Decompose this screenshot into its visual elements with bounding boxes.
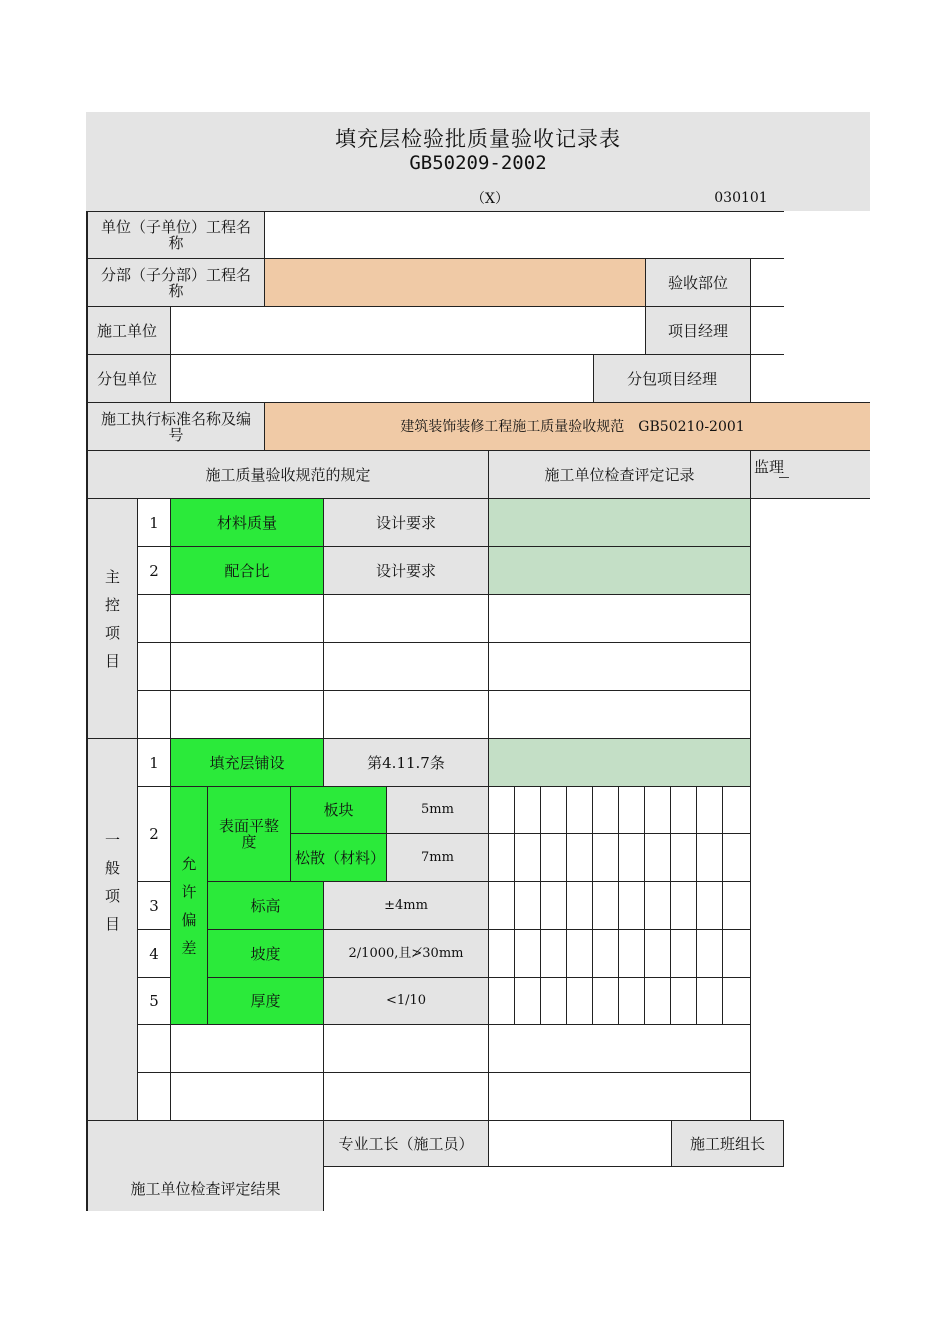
- measure-cell[interactable]: [566, 786, 593, 834]
- project-manager-field[interactable]: [750, 306, 784, 355]
- general-row-4-value: 2/1000,且≯30mm: [323, 929, 489, 978]
- general-row-4-no: 4: [137, 929, 171, 978]
- general-row-3-item: 标高: [207, 881, 324, 930]
- measure-cell[interactable]: [514, 977, 541, 1025]
- standard-code: GB50209-2002: [409, 152, 547, 174]
- measure-cell[interactable]: [618, 881, 645, 930]
- general-row-5-value: <1/10: [323, 977, 489, 1025]
- general-row-2-sub2: [290, 833, 387, 882]
- general-row-4-item: 坡度: [207, 929, 324, 978]
- measure-cell[interactable]: [592, 977, 619, 1025]
- measurement-grid: [488, 786, 751, 1025]
- main-row-4-no[interactable]: [137, 642, 171, 691]
- result-label: 施工单位检查评定结果: [130, 1179, 281, 1198]
- measure-cell[interactable]: [514, 786, 541, 834]
- subcontract-unit-field[interactable]: [170, 354, 594, 403]
- measure-cell[interactable]: [696, 881, 723, 930]
- main-row-1-requirement: 设计要求: [323, 498, 489, 547]
- measure-cell[interactable]: [644, 786, 671, 834]
- measure-cell[interactable]: [540, 786, 567, 834]
- main-row-1-record[interactable]: [488, 498, 751, 547]
- general-row-2-sub1: 板块: [290, 786, 387, 834]
- main-row-3-record[interactable]: [488, 594, 751, 643]
- measure-cell[interactable]: [722, 977, 751, 1025]
- general-row-2-sub2-text: 松散（材料）: [295, 848, 386, 867]
- general-row-2-val1: 5mm: [386, 786, 489, 834]
- general-row-2-val2: 7mm: [386, 833, 489, 882]
- measure-cell[interactable]: [696, 977, 723, 1025]
- main-row-4-requirement[interactable]: [323, 642, 489, 691]
- subcontract-manager-field[interactable]: [750, 354, 784, 403]
- general-row-5-no: 5: [137, 977, 171, 1025]
- allow-char-3: 偏: [181, 910, 197, 929]
- standard-label-text: 施工执行标准名称及编号: [100, 409, 251, 444]
- unit-project-label-text: 单位（子单位）工程名称: [100, 218, 251, 252]
- allow-char-2: 许: [181, 882, 197, 901]
- standard-value: [264, 402, 870, 451]
- measure-cell[interactable]: [514, 929, 541, 978]
- measure-cell[interactable]: [540, 833, 567, 882]
- foreman-field[interactable]: [488, 1120, 672, 1167]
- measure-cell[interactable]: [618, 786, 645, 834]
- general-row-3-value: ±4mm: [323, 881, 489, 930]
- standard-label: [87, 402, 265, 451]
- measure-cell[interactable]: [488, 929, 515, 978]
- general-group-char-2: 般: [104, 858, 120, 877]
- main-row-3-item[interactable]: [170, 594, 324, 643]
- general-row-1-item: 填充层铺设: [170, 738, 324, 787]
- measure-cell[interactable]: [696, 833, 723, 882]
- measure-cell[interactable]: [488, 977, 515, 1025]
- measure-cell[interactable]: [540, 881, 567, 930]
- unit-project-field[interactable]: [264, 211, 784, 259]
- general-row-7-no[interactable]: [137, 1072, 171, 1121]
- measure-cell[interactable]: [592, 929, 619, 978]
- general-row-7-item[interactable]: [170, 1072, 324, 1121]
- measure-cell[interactable]: [592, 881, 619, 930]
- main-group-char-2: 控: [104, 595, 120, 614]
- main-row-5-requirement[interactable]: [323, 690, 489, 739]
- acceptance-part-label: 验收部位: [645, 258, 751, 307]
- general-row-1-requirement: 第4.11.7条: [323, 738, 489, 787]
- page-title: 填充层检验批质量验收记录表: [335, 127, 621, 151]
- main-group-char-3: 项: [104, 623, 120, 642]
- measure-cell[interactable]: [488, 833, 515, 882]
- general-row-6-record[interactable]: [488, 1024, 751, 1073]
- main-row-4-item[interactable]: [170, 642, 324, 691]
- measure-cell[interactable]: [722, 881, 751, 930]
- measure-cell[interactable]: [540, 977, 567, 1025]
- general-row-2-item: [207, 786, 291, 882]
- general-items-group-label: [87, 738, 138, 1025]
- measure-cell[interactable]: [488, 786, 515, 834]
- main-row-2-item: 配合比: [170, 546, 324, 595]
- measure-cell[interactable]: [592, 833, 619, 882]
- general-items-group-extension: [87, 1024, 138, 1121]
- general-row-6-no[interactable]: [137, 1024, 171, 1073]
- measure-cell[interactable]: [670, 881, 697, 930]
- main-row-2-record[interactable]: [488, 546, 751, 595]
- main-row-5-record[interactable]: [488, 690, 751, 739]
- main-row-1-no: 1: [137, 498, 171, 547]
- general-group-char-1: 一: [104, 830, 120, 849]
- general-row-5-item: 厚度: [207, 977, 324, 1025]
- measure-cell[interactable]: [670, 786, 697, 834]
- main-row-3-no[interactable]: [137, 594, 171, 643]
- allowable-deviation-label: [170, 786, 208, 1025]
- standard-value-text: 建筑装饰装修工程施工质量验收规范 GB50210-2001: [400, 418, 745, 435]
- measure-cell[interactable]: [644, 881, 671, 930]
- supervisor-header-text: 监理: [754, 458, 785, 476]
- measure-cell[interactable]: [670, 833, 697, 882]
- measure-cell[interactable]: [670, 929, 697, 978]
- main-row-3-requirement[interactable]: [323, 594, 489, 643]
- main-group-char-4: 目: [104, 651, 120, 670]
- general-group-char-3: 项: [104, 886, 120, 905]
- measure-cell[interactable]: [696, 786, 723, 834]
- project-manager-label: 项目经理: [645, 306, 751, 355]
- supervisor-header-fragment: [779, 477, 789, 482]
- form-number: 030101: [714, 190, 768, 206]
- general-row-2-no: 2: [137, 786, 171, 882]
- general-row-2-item-text: 表面平整度: [218, 817, 279, 851]
- measure-cell[interactable]: [644, 929, 671, 978]
- general-row-7-record[interactable]: [488, 1072, 751, 1121]
- general-row-1-no: 1: [137, 738, 171, 787]
- general-row-3-no: 3: [137, 881, 171, 930]
- measure-cell[interactable]: [592, 786, 619, 834]
- result-field[interactable]: [323, 1166, 784, 1211]
- measure-cell[interactable]: [618, 833, 645, 882]
- measure-cell[interactable]: [618, 977, 645, 1025]
- construction-unit-label: 施工单位: [87, 306, 171, 355]
- measure-cell[interactable]: [670, 977, 697, 1025]
- measure-cell[interactable]: [644, 977, 671, 1025]
- measure-cell[interactable]: [540, 929, 567, 978]
- acceptance-part-field[interactable]: [750, 258, 784, 307]
- subcontract-unit-label: 分包单位: [87, 354, 171, 403]
- general-row-6-requirement[interactable]: [323, 1024, 489, 1073]
- measure-cell[interactable]: [618, 929, 645, 978]
- sheet-mark: （X）: [471, 191, 509, 207]
- sub-project-field[interactable]: [264, 258, 646, 307]
- main-items-group-label: [87, 498, 138, 739]
- general-row-6-item[interactable]: [170, 1024, 324, 1073]
- unit-project-label: [87, 211, 265, 259]
- allow-char-1: 允: [181, 854, 197, 873]
- construction-unit-field[interactable]: [170, 306, 646, 355]
- general-group-char-4: 目: [104, 914, 120, 933]
- main-row-5-item[interactable]: [170, 690, 324, 739]
- main-row-1-item: 材料质量: [170, 498, 324, 547]
- foreman-label: 专业工长（施工员）: [323, 1120, 489, 1167]
- measure-cell[interactable]: [514, 833, 541, 882]
- measure-cell[interactable]: [488, 881, 515, 930]
- measure-cell[interactable]: [644, 833, 671, 882]
- measure-cell[interactable]: [566, 881, 593, 930]
- measure-cell[interactable]: [722, 929, 751, 978]
- sub-project-label: [87, 258, 265, 307]
- record-header: 施工单位检查评定记录: [488, 450, 751, 499]
- measure-cell[interactable]: [514, 881, 541, 930]
- main-group-char-1: 主: [104, 567, 120, 586]
- main-row-2-requirement: 设计要求: [323, 546, 489, 595]
- measure-cell[interactable]: [566, 977, 593, 1025]
- general-row-7-requirement[interactable]: [323, 1072, 489, 1121]
- subcontract-manager-label: 分包项目经理: [593, 354, 751, 403]
- measure-cell[interactable]: [566, 833, 593, 882]
- measure-cell[interactable]: [696, 929, 723, 978]
- team-leader-label: 施工班组长: [671, 1120, 784, 1167]
- main-row-5-no[interactable]: [137, 690, 171, 739]
- general-row-1-record[interactable]: [488, 738, 751, 787]
- measure-cell[interactable]: [566, 929, 593, 978]
- spec-header: 施工质量验收规范的规定: [87, 450, 489, 499]
- supervisor-header: [750, 450, 870, 499]
- main-row-2-no: 2: [137, 546, 171, 595]
- allow-char-4: 差: [181, 938, 197, 957]
- measure-cell[interactable]: [722, 833, 751, 882]
- main-row-4-record[interactable]: [488, 642, 751, 691]
- measure-cell[interactable]: [722, 786, 751, 834]
- sub-project-label-text: 分部（子分部）工程名称: [100, 265, 251, 300]
